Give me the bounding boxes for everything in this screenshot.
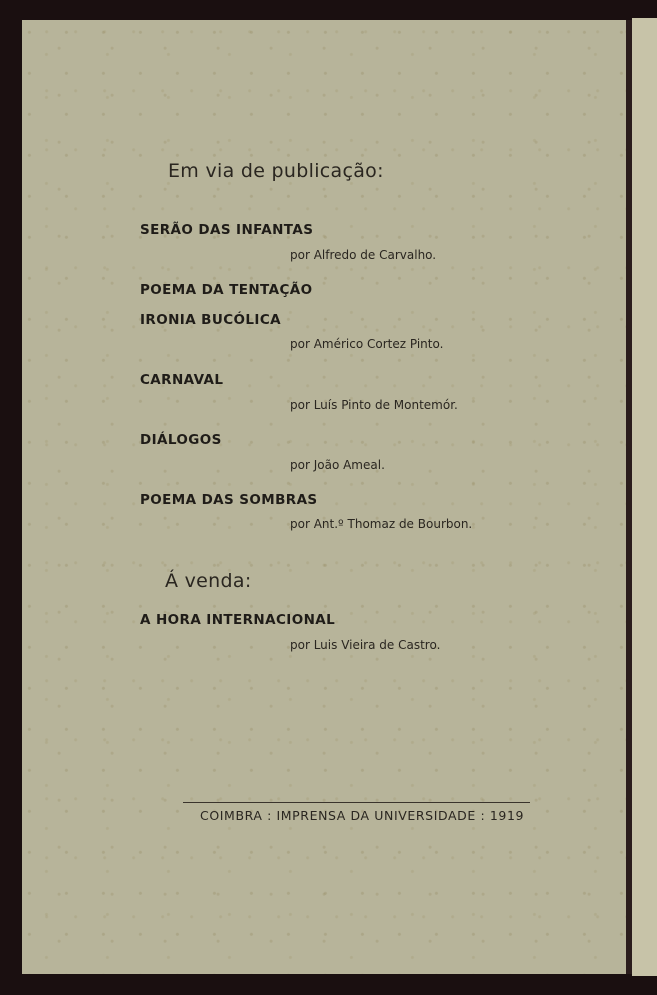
author-alfredo-de-carvalho: por Alfredo de Carvalho. bbox=[290, 248, 437, 262]
title-ironia-bucolica: IRONIA BUCÓLICA bbox=[140, 312, 281, 328]
title-poema-da-tentacao: POEMA DA TENTAÇÃO bbox=[140, 282, 313, 298]
author-americo-cortez-pinto: por Américo Cortez Pinto. bbox=[290, 337, 444, 351]
title-dialogos: DIÁLOGOS bbox=[140, 432, 222, 448]
imprint-divider bbox=[183, 802, 530, 803]
author-joao-ameal: por João Ameal. bbox=[290, 458, 385, 472]
imprint-line: COIMBRA : IMPRENSA DA UNIVERSIDADE : 1919 bbox=[200, 808, 525, 823]
adjacent-page-edge bbox=[632, 18, 657, 976]
author-luis-vieira-de-castro: por Luis Vieira de Castro. bbox=[290, 638, 441, 652]
page-gutter bbox=[626, 20, 632, 974]
title-carnaval: CARNAVAL bbox=[140, 372, 224, 388]
author-thomaz-de-bourbon: por Ant.º Thomaz de Bourbon. bbox=[290, 517, 473, 531]
title-poema-das-sombras: POEMA DAS SOMBRAS bbox=[140, 492, 318, 508]
title-serao-das-infantas: SERÃO DAS INFANTAS bbox=[140, 222, 314, 238]
forthcoming-heading: Em via de publicação: bbox=[168, 160, 384, 182]
on-sale-heading: Á venda: bbox=[165, 570, 252, 592]
author-luis-pinto-de-montemor: por Luís Pinto de Montemór. bbox=[290, 398, 458, 412]
title-a-hora-internacional: A HORA INTERNACIONAL bbox=[140, 612, 336, 628]
